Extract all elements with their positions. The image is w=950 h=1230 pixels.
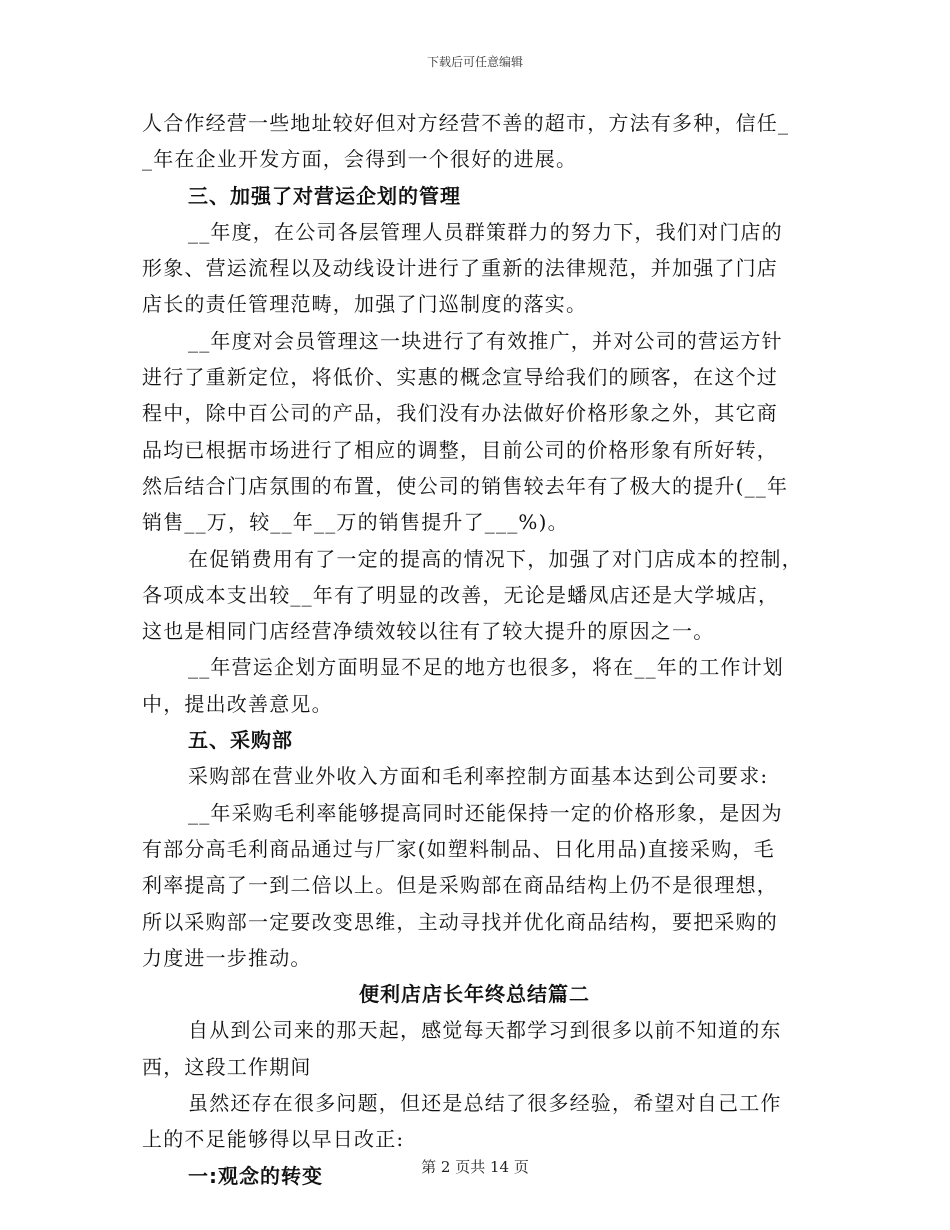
paragraph-line: 形象、营运流程以及动线设计进行了重新的法律规范，并加强了门店	[142, 256, 778, 281]
paragraph-line: 中，提出改善意见。	[142, 691, 333, 716]
paragraph-line: 采购部在营业外收入方面和毛利率控制方面基本达到公司要求:	[188, 764, 769, 789]
paragraph-line: 上的不足能够得以早日改正:	[142, 1127, 405, 1152]
section-heading: 三、加强了对营运企划的管理	[188, 183, 461, 208]
paragraph-line: 然后结合门店氛围的布置，使公司的销售较去年有了极大的提升(__年	[142, 473, 789, 498]
paragraph-line: 利率提高了一到二倍以上。但是采购部在商品结构上仍不是很理想，	[142, 873, 778, 898]
paragraph-line: 品均已根据市场进行了相应的调整，目前公司的价格形象有所好转，	[142, 437, 778, 462]
paragraph-line: 有部分高毛利商品通过与厂家(如塑料制品、日化用品)直接采购，毛	[142, 836, 775, 861]
paragraph-line: __年采购毛利率能够提高同时还能保持一定的价格形象，是因为	[188, 800, 783, 825]
page-header: 下载后可任意编辑	[426, 55, 523, 69]
paragraph-line: 这也是相同门店经营净绩效较以往有了较大提升的原因之一。	[142, 619, 715, 644]
paragraph-line: 所以采购部一定要改变思维，主动寻找并优化商品结构，要把采购的	[142, 909, 778, 934]
paragraph-line: 人合作经营一些地址较好但对方经营不善的超市，方法有多种，信任_	[142, 111, 790, 135]
paragraph-line: 虽然还存在很多问题，但还是总结了很多经验，希望对自己工作	[188, 1091, 782, 1116]
paragraph-line: 在促销费用有了一定的提高的情况下，加强了对门店成本的控制，	[188, 546, 803, 571]
paragraph-line: _年在企业开发方面，会得到一个很好的进展。	[142, 147, 578, 172]
document-title: 便利店店长年终总结篇二	[359, 982, 590, 1007]
paragraph-line: 销售__万，较__年__万的销售提升了___%)。	[142, 510, 569, 535]
section-heading: 五、采购部	[188, 728, 293, 753]
paragraph-line: 各项成本支出较__年有了明显的改善，无论是蟠凤店还是大学城店，	[142, 582, 780, 607]
paragraph-line: __年度，在公司各层管理人员群策群力的努力下，我们对门店的	[188, 219, 783, 244]
paragraph-line: 程中，除中百公司的产品，我们没有办法做好价格形象之外，其它商	[142, 401, 778, 426]
section-heading: 一:观念的转变	[188, 1163, 323, 1188]
paragraph-line: __年度对会员管理这一块进行了有效推广，并对公司的营运方针	[188, 328, 783, 353]
paragraph-line: 西，这段工作期间	[142, 1054, 312, 1079]
paragraph-line: 进行了重新定位，将低价、实惠的概念宣导给我们的顾客，在这个过	[142, 365, 778, 390]
page-footer: 第 2 页共 14 页	[421, 1158, 529, 1176]
paragraph-line: 店长的责任管理范畴，加强了门巡制度的落实。	[142, 292, 588, 317]
paragraph-line: __年营运企划方面明显不足的地方也很多，将在__年的工作计划	[188, 655, 784, 680]
paragraph-line: 自从到公司来的那天起，感觉每天都学习到很多以前不知道的东	[188, 1018, 782, 1043]
paragraph-line: 力度进一步推动。	[142, 945, 312, 970]
document-body	[142, 105, 807, 1194]
